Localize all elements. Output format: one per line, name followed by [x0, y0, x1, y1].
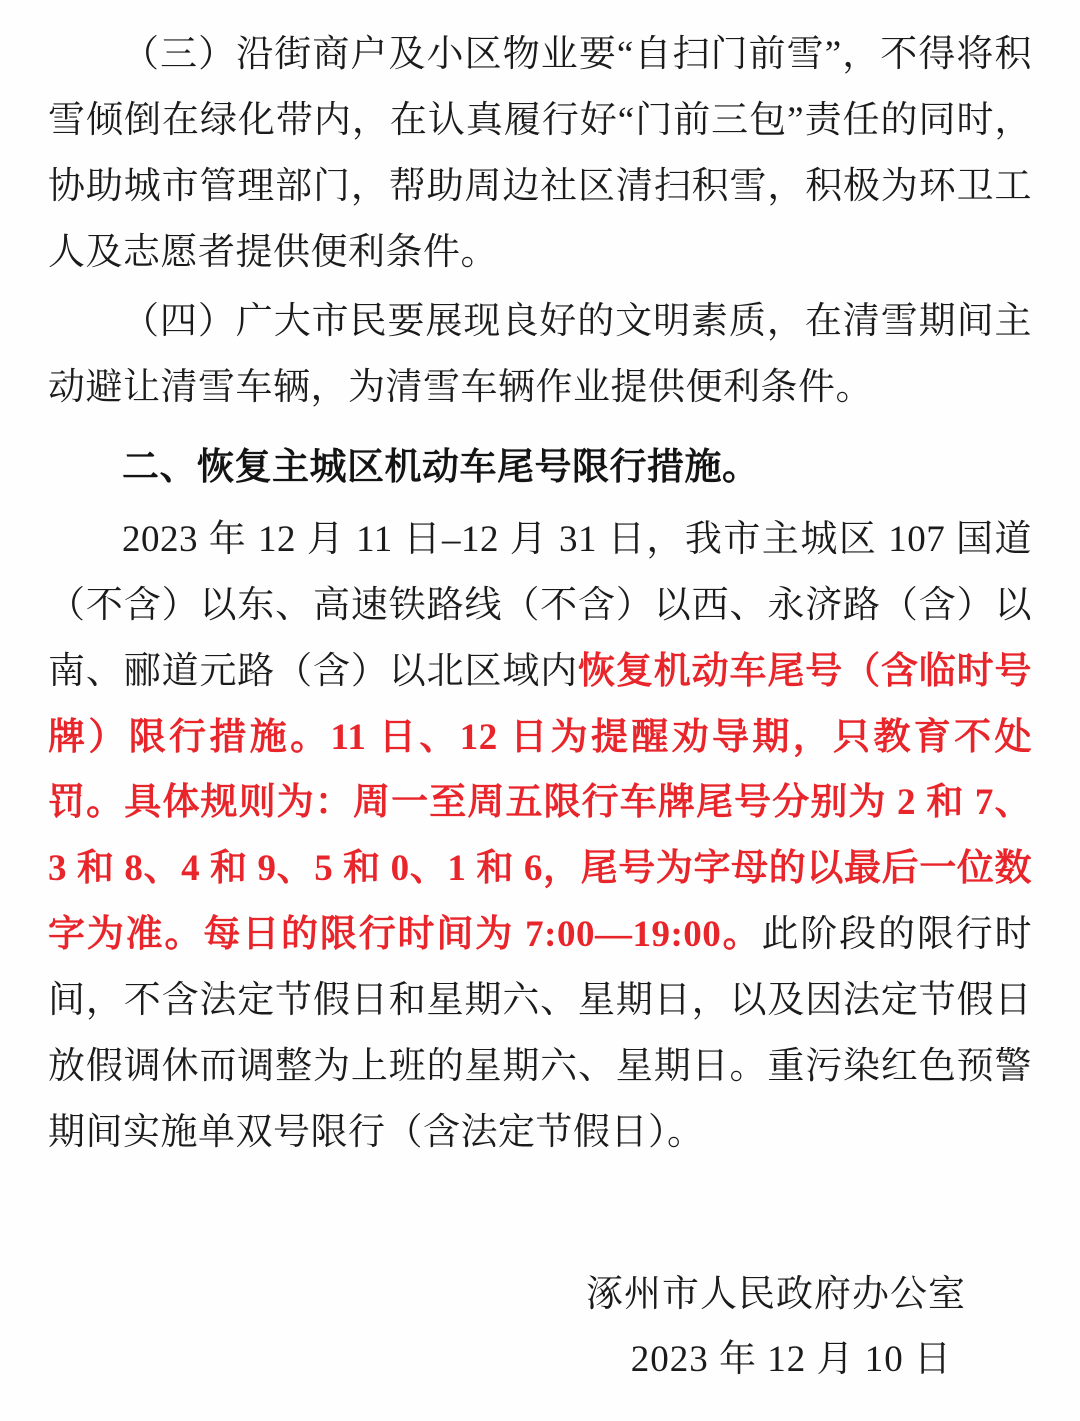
- restriction-body: [48, 507, 1032, 1166]
- signature-issuer: 涿州市人民政府办公室: [586, 1273, 966, 1315]
- restriction-intro-text: 2023 年 12 月 11 日–12 月 31 日，我市主城区 107 国道（不含）以东、高速铁路线（不含）以西、永济路（含）以南、郦道元路（含）以北区域内: [48, 519, 1032, 692]
- paragraph-item-four: （四）广大市民要展现良好的文明素质，在清雪期间主动避让清雪车辆，为清雪车辆作业提供便利条件。: [48, 301, 1032, 409]
- section-heading-two: 二、恢复主城区机动车尾号限行措施。: [122, 447, 760, 489]
- restriction-highlight-text: 恢复机动车尾号（含临时号牌）限行措施。11 日、12 日为提醒劝导期，只教育不处罚。具体规则为：周一至周五限行车牌尾号分别为 2 和 7、3 和 8、4 和 9、5 和 0、1 和 6，尾号为字母的以最后一位数字为准。每日的限行时间为 7:00—19:00。: [48, 650, 1033, 956]
- signature-date: 2023 年 12 月 10 日: [630, 1339, 952, 1381]
- signature-block: [48, 1262, 1032, 1394]
- restriction-closing-text: 此阶段的限行时间，不含法定节假日和星期六、星期日，以及因法定节假日放假调休而调整为上班的星期六、星期日。重污染红色预警期间实施单双号限行（含法定节假日）。: [48, 914, 1032, 1153]
- paragraph-item-three: （三）沿街商户及小区物业要“自扫门前雪”，不得将积雪倾倒在绿化带内，在认真履行好“门前三包”责任的同时，协助城市管理部门，帮助周边社区清扫积雪，积极为环卫工人及志愿者提供便利条件。: [48, 34, 1032, 273]
